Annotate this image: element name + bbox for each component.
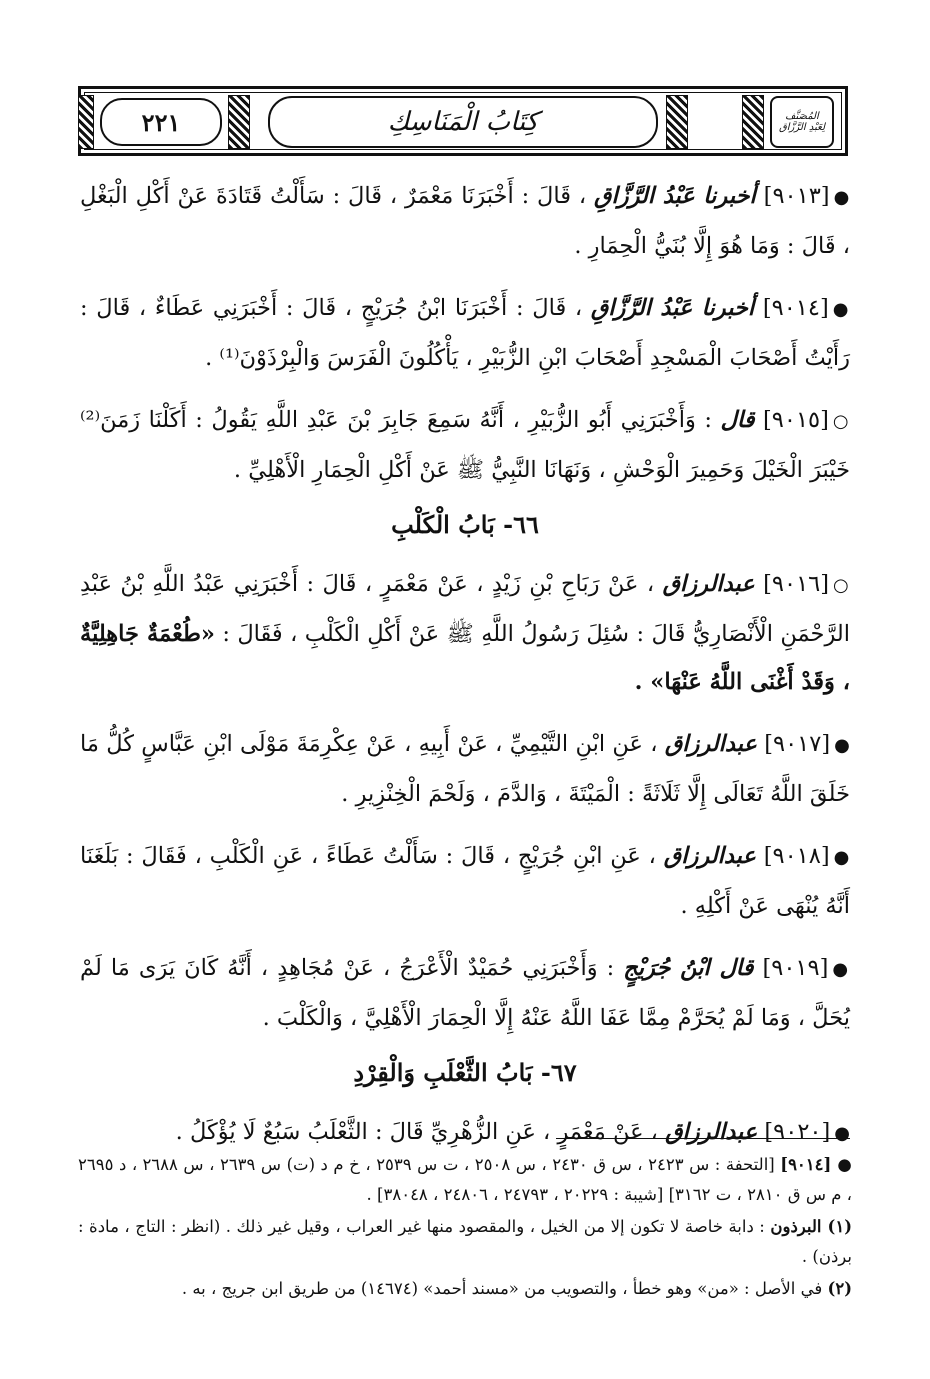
ornament-left-inner xyxy=(228,95,250,149)
entry-text: ، عَنْ رَبَاحِ بْنِ زَيْدٍ ، عَنْ مَعْمَرٍ ، قَالَ : أَخْبَرَنِي عَبْدُ اللَّهِ بْنُ عَبْدِ الرَّحْمَنِ الْأَنْصَارِيُّ قَالَ : سُئِلَ رَسُولُ اللَّهِ ﷺ عَنْ أَكْلِ الْكَلْبِ ، فَقَالَ : xyxy=(80,571,850,647)
hadith-entry xyxy=(80,560,850,706)
entry-number: [٩٠١٨] xyxy=(763,843,830,869)
page-header xyxy=(78,86,848,156)
footnote-label: (٢) xyxy=(827,1279,852,1298)
entry-bullet: ● xyxy=(833,847,850,868)
entry-number: [٩٠١٤] xyxy=(762,295,829,321)
entry-lead: قال ابْنُ جُرَيْجٍ xyxy=(623,955,754,981)
entry-lead: عبدالرزاق xyxy=(663,843,756,869)
main-text xyxy=(80,172,853,1174)
entry-bullet: ● xyxy=(834,735,850,756)
entry-text: : وَأَخْبَرَنِي حُمَيْدٌ الْأَعْرَجُ ، عَنْ مُجَاهِدٍ ، أَنَّهُ كَانَ يَرَى مَا لَمْ يُحَلَّ ، وَمَا لَمْ يُحَرَّمْ مِمَّا عَفَا اللَّهُ عَنْهُ إِلَّا الْحِمَارَ الْأَهْلِيَّ ، وَالْكَلْبَ . xyxy=(80,955,850,1031)
logo-line2: لِعَبْدِ الرَّزَّاق xyxy=(778,122,826,133)
entry-number: [٩٠١٩] xyxy=(762,955,829,981)
entry-number: [٩٠٢٠] xyxy=(764,1119,831,1145)
footnote-text: في الأصل : «من» وهو خطأ ، والتصويب من «مسند أحمد» (١٤٦٧٤) من طريق ابن جريج ، به . xyxy=(181,1279,823,1298)
ornament-right-inner xyxy=(666,95,688,149)
ornament-left-edge xyxy=(78,95,94,149)
entry-bullet: ● xyxy=(832,959,850,980)
hadith-entry xyxy=(80,832,850,930)
entry-text: ، عَنْ مَعْمَرٍ ، عَنِ الزُّهْرِيِّ قَالَ : الثَّعْلَبُ سَبُعٌ لَا يُؤْكَلُ . xyxy=(175,1119,658,1145)
entry-text: ، عَنِ ابْنِ التَّيْمِيِّ ، عَنْ أَبِيهِ ، عَنْ عِكْرِمَةَ مَوْلَى ابْنِ عَبَّاسٍ كُلُّ مَا خَلَقَ اللَّهُ تَعَالَى إِلَّا ثَلَاثَةً : الْمَيْتَةَ ، وَالدَّمَ ، وَلَحْمَ الْخِنْزِيرِ . xyxy=(80,731,850,807)
page-number: ٢٢١ xyxy=(141,107,181,137)
entry-lead: عبدالرزاق xyxy=(665,1119,758,1145)
entry-lead: أخبرنا عَبْدُ الرَّزَّاقِ xyxy=(594,183,756,209)
book-logo xyxy=(770,96,834,148)
entry-lead: عبدالرزاق xyxy=(662,571,755,597)
footnotes xyxy=(78,1150,852,1306)
footnote-text: : دابة خاصة لا تكون إلا من الخيل ، والمقصود منها غير العراب ، وقيل غير ذلك . (انظر : التاج ، مادة : برذن) . xyxy=(78,1217,852,1266)
hadith-entry xyxy=(80,284,850,382)
entry-number: [٩٠١٥] xyxy=(763,407,829,433)
chapter-heading-67: ٦٧- بَابُ الثَّعْلَبِ وَالْقِرْدِ xyxy=(353,1058,577,1087)
entry-text: ، قَالَ : أَخْبَرَنَا ابْنُ جُرَيْجٍ ، قَالَ : أَخْبَرَنِي عَطَاءٌ ، قَالَ : رَأَيْتُ أَصْحَابَ الْمَسْجِدِ أَصْحَابَ ابْنِ الزُّبَيْرِ ، يَأْكُلُونَ الْفَرَسَ وَالْبِرْذَوْنَ⁽¹⁾ . xyxy=(80,295,850,371)
page-number-box xyxy=(100,98,222,146)
entry-lead: عبدالرزاق xyxy=(664,731,757,757)
footnote-1 xyxy=(78,1212,852,1272)
entry-bullet: ○ xyxy=(832,411,851,432)
hadith-entry xyxy=(80,172,850,270)
footnote-takhrij xyxy=(78,1150,852,1210)
entry-lead: أخبرنا عَبْدُ الرَّزَّاقِ xyxy=(590,295,755,321)
entry-bullet: ● xyxy=(833,187,851,208)
logo-line1: المُصَنَّف xyxy=(785,111,819,122)
ornament-right xyxy=(742,95,764,149)
footnote-label: (١) البرذون xyxy=(770,1217,852,1236)
chapter-title: كِتَابُ الْمَنَاسِكِ xyxy=(387,107,539,137)
prophetic-saying: «طُعْمَةٌ جَاهِلِيَّةٌ ، وَقَدْ أَغْنَى اللَّهُ عَنْهَا» . xyxy=(80,621,850,695)
entry-text: : وَأَخْبَرَنِي أَبُو الزُّبَيْرِ ، أَنَّهُ سَمِعَ جَابِرَ بْنَ عَبْدِ اللَّهِ يَقُولُ : أَكَلْنَا زَمَنَ⁽²⁾ خَيْبَرَ الْخَيْلَ وَحَمِيرَ الْوَحْشِ ، وَنَهَانَا النَّبِيُّ ﷺ عَنْ أَكْلِ الْحِمَارِ الْأَهْلِيِّ . xyxy=(80,407,850,483)
entry-bullet: ● xyxy=(832,299,850,320)
footnote-2 xyxy=(78,1274,852,1304)
hadith-entry xyxy=(80,396,850,494)
entry-text: ، عَنِ ابْنِ جُرَيْجٍ ، قَالَ : سَأَلْتُ عَطَاءً ، عَنِ الْكَلْبِ ، فَقَالَ : بَلَغَنَا أَنَّهُ يُنْهَى عَنْ أَكْلِهِ . xyxy=(80,843,850,919)
entry-number: [٩٠١٦] xyxy=(763,571,830,597)
footnote-text: [التحفة : س ٢٤٢٣ ، س ق ٢٤٣٠ ، س ٢٥٠٨ ، ت س ٢٥٣٩ ، خ م د (ت) س ٢٦٣٩ ، س ٢٦٨٨ ، د ٢٦٩٥ ، م س ق ٢٨١٠ ، ت ٣١٦٢] [شيبة : ٢٠٢٢٩ ، ٢٤٧٩٣ ، ٢٤٨٠٦ ، ٣٨٠٤٨] . xyxy=(78,1155,852,1204)
entry-bullet: ● xyxy=(834,1123,850,1144)
hadith-entry xyxy=(80,720,850,818)
hadith-entry xyxy=(80,944,850,1042)
entry-number: [٩٠١٣] xyxy=(763,183,830,209)
footnote-label: ● [٩٠١٤] xyxy=(780,1155,853,1174)
entry-lead: قال xyxy=(720,407,755,433)
entry-text: ، قَالَ : أَخْبَرَنَا مَعْمَرٌ ، قَالَ : سَأَلْتُ قَتَادَةَ عَنْ أَكْلِ الْبَغْلِ ، قَالَ : وَمَا هُوَ إِلَّا بُنَيُّ الْحِمَارِ . xyxy=(80,183,850,259)
entry-number: [٩٠١٧] xyxy=(764,731,831,757)
entry-bullet: ○ xyxy=(833,575,850,596)
footnote-divider xyxy=(556,1138,850,1139)
chapter-title-box xyxy=(268,96,658,148)
chapter-heading-66: ٦٦- بَابُ الْكَلْبِ xyxy=(391,510,539,539)
